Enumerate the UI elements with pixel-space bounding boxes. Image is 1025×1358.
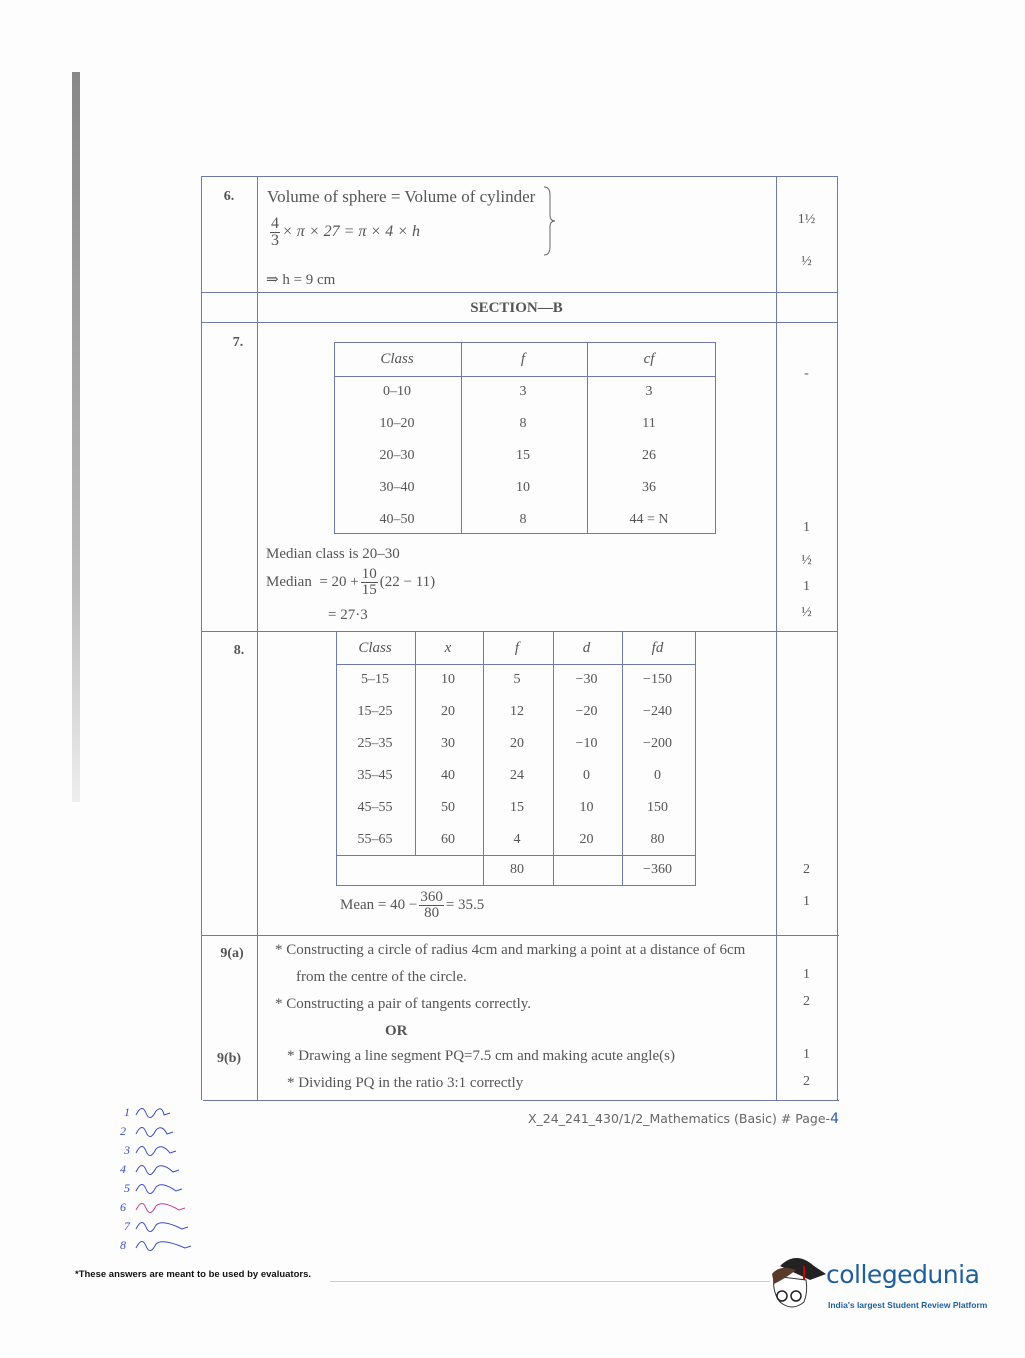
- margin-note-number: 2: [120, 1124, 126, 1138]
- table-cell: 5–15: [361, 672, 389, 687]
- answer-line: Volume of sphere = Volume of cylinder: [267, 187, 536, 206]
- initials-scribble: [134, 1234, 194, 1254]
- table-cell: 150: [647, 800, 668, 815]
- marks: 2: [803, 1074, 810, 1089]
- margin-note-number: 3: [124, 1143, 130, 1157]
- table-cell: 10: [516, 480, 530, 495]
- table-cell: 36: [642, 480, 656, 495]
- initials-scribble: [134, 1158, 194, 1178]
- table-cell: 20: [510, 736, 524, 751]
- table-cell: 0: [654, 768, 661, 783]
- equation: $\frac{4}{3}$ × π × 27 = π × 4 × h: [271, 215, 421, 249]
- margin-note-number: 8: [120, 1238, 126, 1252]
- brand-tagline: India's largest Student Review Platform: [828, 1300, 988, 1310]
- table-cell: 10: [441, 672, 455, 687]
- table-cell: 30: [441, 736, 455, 751]
- table-cell: 20–30: [379, 448, 415, 463]
- table-cell: −150: [643, 672, 672, 687]
- table-header: f: [520, 351, 526, 367]
- table-cell: 45–55: [357, 800, 393, 815]
- table-cell: −20: [575, 704, 598, 719]
- table-header: f: [514, 640, 520, 656]
- brace-icon: [542, 185, 558, 257]
- table-cell: 3: [519, 384, 527, 399]
- table-cell: 26: [642, 448, 656, 463]
- table-cell: 60: [441, 832, 455, 847]
- table-cell: −200: [643, 736, 672, 751]
- section-heading: SECTION—B: [470, 300, 563, 316]
- answer-line: * Constructing a circle of radius 4cm and marking a point at a distance of 6cm: [275, 942, 746, 958]
- table-cell: 25–35: [357, 736, 393, 751]
- initials-scribble: [134, 1139, 194, 1159]
- question-number: 8.: [233, 643, 245, 658]
- table-cell: 4: [513, 832, 521, 847]
- table-header: cf: [643, 351, 655, 367]
- or-label: OR: [385, 1023, 408, 1039]
- margin-note-number: 4: [120, 1162, 126, 1176]
- table-cell: 8: [519, 512, 527, 527]
- table-cell: 35–45: [357, 768, 393, 783]
- question-number: 9(a): [220, 946, 244, 961]
- margin-note-number: 5: [124, 1181, 130, 1195]
- margin-note-number: 1: [124, 1105, 130, 1119]
- question-number: 7.: [232, 335, 244, 350]
- table-cell: 50: [441, 800, 455, 815]
- marks: 1: [803, 894, 810, 909]
- table-total: 80: [510, 862, 524, 877]
- margin-note-number: 6: [120, 1200, 126, 1214]
- table-cell: 24: [510, 768, 524, 783]
- table-cell: 20: [441, 704, 455, 719]
- table-cell: 80: [650, 832, 665, 847]
- marks: 2: [803, 862, 810, 877]
- question-number: 9(b): [216, 1051, 242, 1066]
- table-cell: 10–20: [379, 416, 415, 431]
- initials-scribble: [134, 1177, 194, 1197]
- table-cell: 8: [519, 416, 527, 431]
- table-cell: 55–65: [357, 832, 393, 847]
- table-cell: 15: [510, 800, 524, 815]
- table-cell: −30: [575, 672, 598, 687]
- table-header: Class: [380, 351, 414, 367]
- answer-line: * Dividing PQ in the ratio 3:1 correctly: [287, 1075, 524, 1091]
- marks: ½: [801, 605, 812, 620]
- answer-line: * Constructing a pair of tangents correctly.: [275, 996, 532, 1012]
- table-cell: 15: [516, 448, 530, 463]
- median-result: = 27·3: [328, 607, 368, 623]
- answer-line: * Drawing a line segment PQ=7.5 cm and making acute angle(s): [287, 1048, 675, 1064]
- margin-note-number: 7: [124, 1219, 130, 1233]
- marks: 1: [803, 967, 810, 982]
- initials-scribble: [134, 1196, 194, 1216]
- table-cell: 11: [642, 416, 656, 431]
- marks: 1: [803, 579, 810, 594]
- handwritten-margin-notes: [120, 1105, 220, 1265]
- median-class: Median class is 20–30: [266, 546, 400, 562]
- table-header: x: [444, 640, 452, 656]
- marks: 1: [803, 520, 810, 535]
- collegedunia-logo: [766, 1252, 996, 1322]
- table-cell: 40–50: [379, 512, 415, 527]
- median-equation: Median = 20 + $\frac{10}{15}$ (22 − 11): [266, 566, 436, 598]
- table-cell: 40: [441, 768, 455, 783]
- footer-rule: [330, 1281, 770, 1282]
- table-cell: 15–25: [357, 704, 393, 719]
- table-cell: −10: [575, 736, 598, 751]
- answer-line: ⇒ h = 9 cm: [266, 272, 336, 288]
- scan-edge-shadow: [72, 72, 80, 802]
- mean-equation: Mean = 40 − $\frac{360}{80}$ = 35.5: [340, 889, 485, 921]
- table-cell: 5: [513, 672, 521, 687]
- table-cell: 20: [579, 832, 594, 847]
- marks: 1½: [797, 212, 816, 227]
- marks: 1: [803, 1047, 810, 1062]
- marks: 2: [803, 994, 810, 1009]
- disclaimer: *These answers are meant to be used by evaluators.: [75, 1269, 312, 1280]
- table-total: −360: [643, 862, 672, 877]
- initials-scribble: [134, 1215, 194, 1235]
- table-cell: 10: [579, 800, 594, 815]
- table-cell: 0: [583, 768, 590, 783]
- initials-scribble: [134, 1101, 194, 1121]
- page-code: X_24_241_430/1/2_Mathematics (Basic) # Page-4: [527, 1111, 839, 1127]
- table-cell: 30–40: [379, 480, 415, 495]
- brand-name: collegedunia: [826, 1260, 980, 1289]
- frequency-table: [334, 342, 716, 534]
- table-cell: −240: [643, 704, 672, 719]
- marks: ½: [801, 254, 812, 269]
- table-cell: 0–10: [383, 384, 411, 399]
- table-cell: 12: [510, 704, 524, 719]
- table-header: d: [582, 640, 591, 656]
- table-cell: 44 = N: [629, 512, 669, 527]
- marks: ½: [801, 553, 812, 568]
- table-header: Class: [358, 640, 392, 656]
- marks: -: [804, 366, 809, 381]
- table-cell: 3: [645, 384, 653, 399]
- answer-line: from the centre of the circle.: [296, 969, 467, 985]
- question-number: 6.: [223, 189, 235, 204]
- mascot-icon: [766, 1252, 826, 1322]
- initials-scribble: [134, 1120, 194, 1140]
- table-header: fd: [651, 640, 664, 656]
